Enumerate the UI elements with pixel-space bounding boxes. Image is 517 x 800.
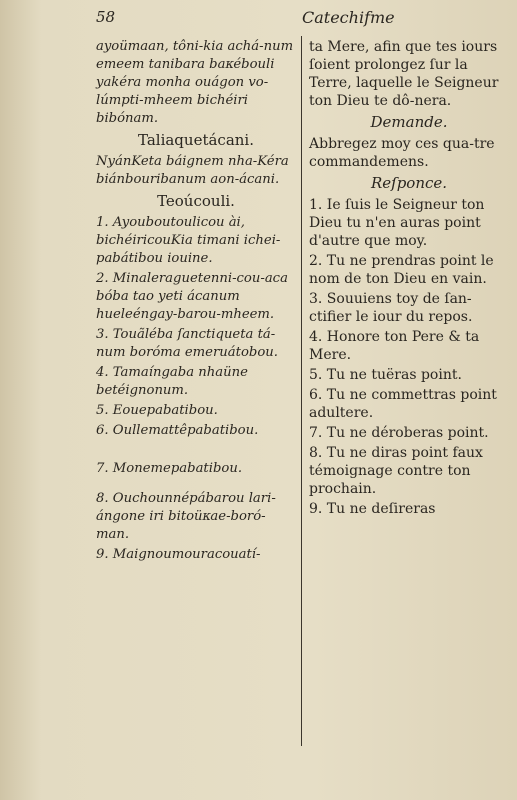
- left-heading-2: Teoúcouli.: [157, 192, 235, 210]
- right-item-8: 8. Tu ne diras point faux témoignage contre ton prochain.: [309, 445, 483, 497]
- right-block-1: ta Mere, afin que tes iours ſoient prolongez ſur la Terre, laquelle le Seigneur ton Dieu te dô-nera.: [309, 39, 499, 109]
- page-header: [0, 8, 517, 36]
- right-heading-2: Reſponce.: [370, 174, 448, 192]
- right-column-french-text: [309, 38, 509, 520]
- left-block-2: NyánKeta báignem nha-Kéra biánbouribanum aon-ácani.: [96, 154, 289, 187]
- right-item-9: 9. Tu ne deſireras: [309, 501, 436, 517]
- left-item-4: 4. Tamaíngaba nhaüne betéignonum.: [96, 365, 248, 398]
- right-item-7: 7. Tu ne déroberas point.: [309, 425, 489, 441]
- left-item-6: 6. Oullemattêpabatibou.: [96, 423, 259, 438]
- left-item-9: 9. Maignoumouracouatí-: [96, 547, 261, 562]
- right-item-4: 4. Honore ton Pere & ta Mere.: [309, 329, 480, 363]
- right-item-3: 3. Souuiens toy de ſan-ctifier le iour du repos.: [309, 291, 473, 325]
- right-item-1: 1. Ie ſuis le Seigneur ton Dieu tu n'en auras point d'autre que moy.: [309, 197, 485, 249]
- left-item-5: 5. Eouepabatibou.: [96, 403, 218, 418]
- page-number: 58: [96, 8, 116, 26]
- left-item-2: 2. Minaleraguetenni-cou-aca bóba tao yeti ácanum hueleéngay-barou-mheem.: [96, 271, 288, 322]
- right-item-2: 2. Tu ne prendras point le nom de ton Dieu en vain.: [309, 253, 494, 287]
- right-block-2: Abbregez moy ces qua-tre commandemens.: [309, 136, 495, 170]
- left-item-3: 3. Touãléba ſanctiqueta tá-num boróma emeruátobou.: [96, 327, 278, 360]
- right-item-6: 6. Tu ne commettras point adultere.: [309, 387, 497, 421]
- left-heading-1: Taliaquetácani.: [137, 131, 254, 149]
- left-item-1: 1. Ayouboutoulicou ài, bichéiricouKia timani ichei-pabátibou iouine.: [96, 215, 281, 266]
- left-item-8: 8. Ouchounnépábarou lari-ángone iri bitoüᴋae-boró-man.: [96, 491, 276, 542]
- right-item-5: 5. Tu ne tuëras point.: [309, 367, 462, 383]
- left-item-7: 7. Monemepabatibou.: [96, 461, 243, 476]
- left-column-native-text: [96, 38, 296, 566]
- running-title: Catechifme: [302, 8, 395, 27]
- left-block-1: ayoümaan, tôni-kia achá-num emeem tanibara baᴋébouli yakéra monha ouágon vo-lúmpti-mheem bichéiri bibónam.: [96, 39, 294, 126]
- right-heading-1: Demande.: [370, 113, 448, 131]
- column-divider: [301, 36, 302, 746]
